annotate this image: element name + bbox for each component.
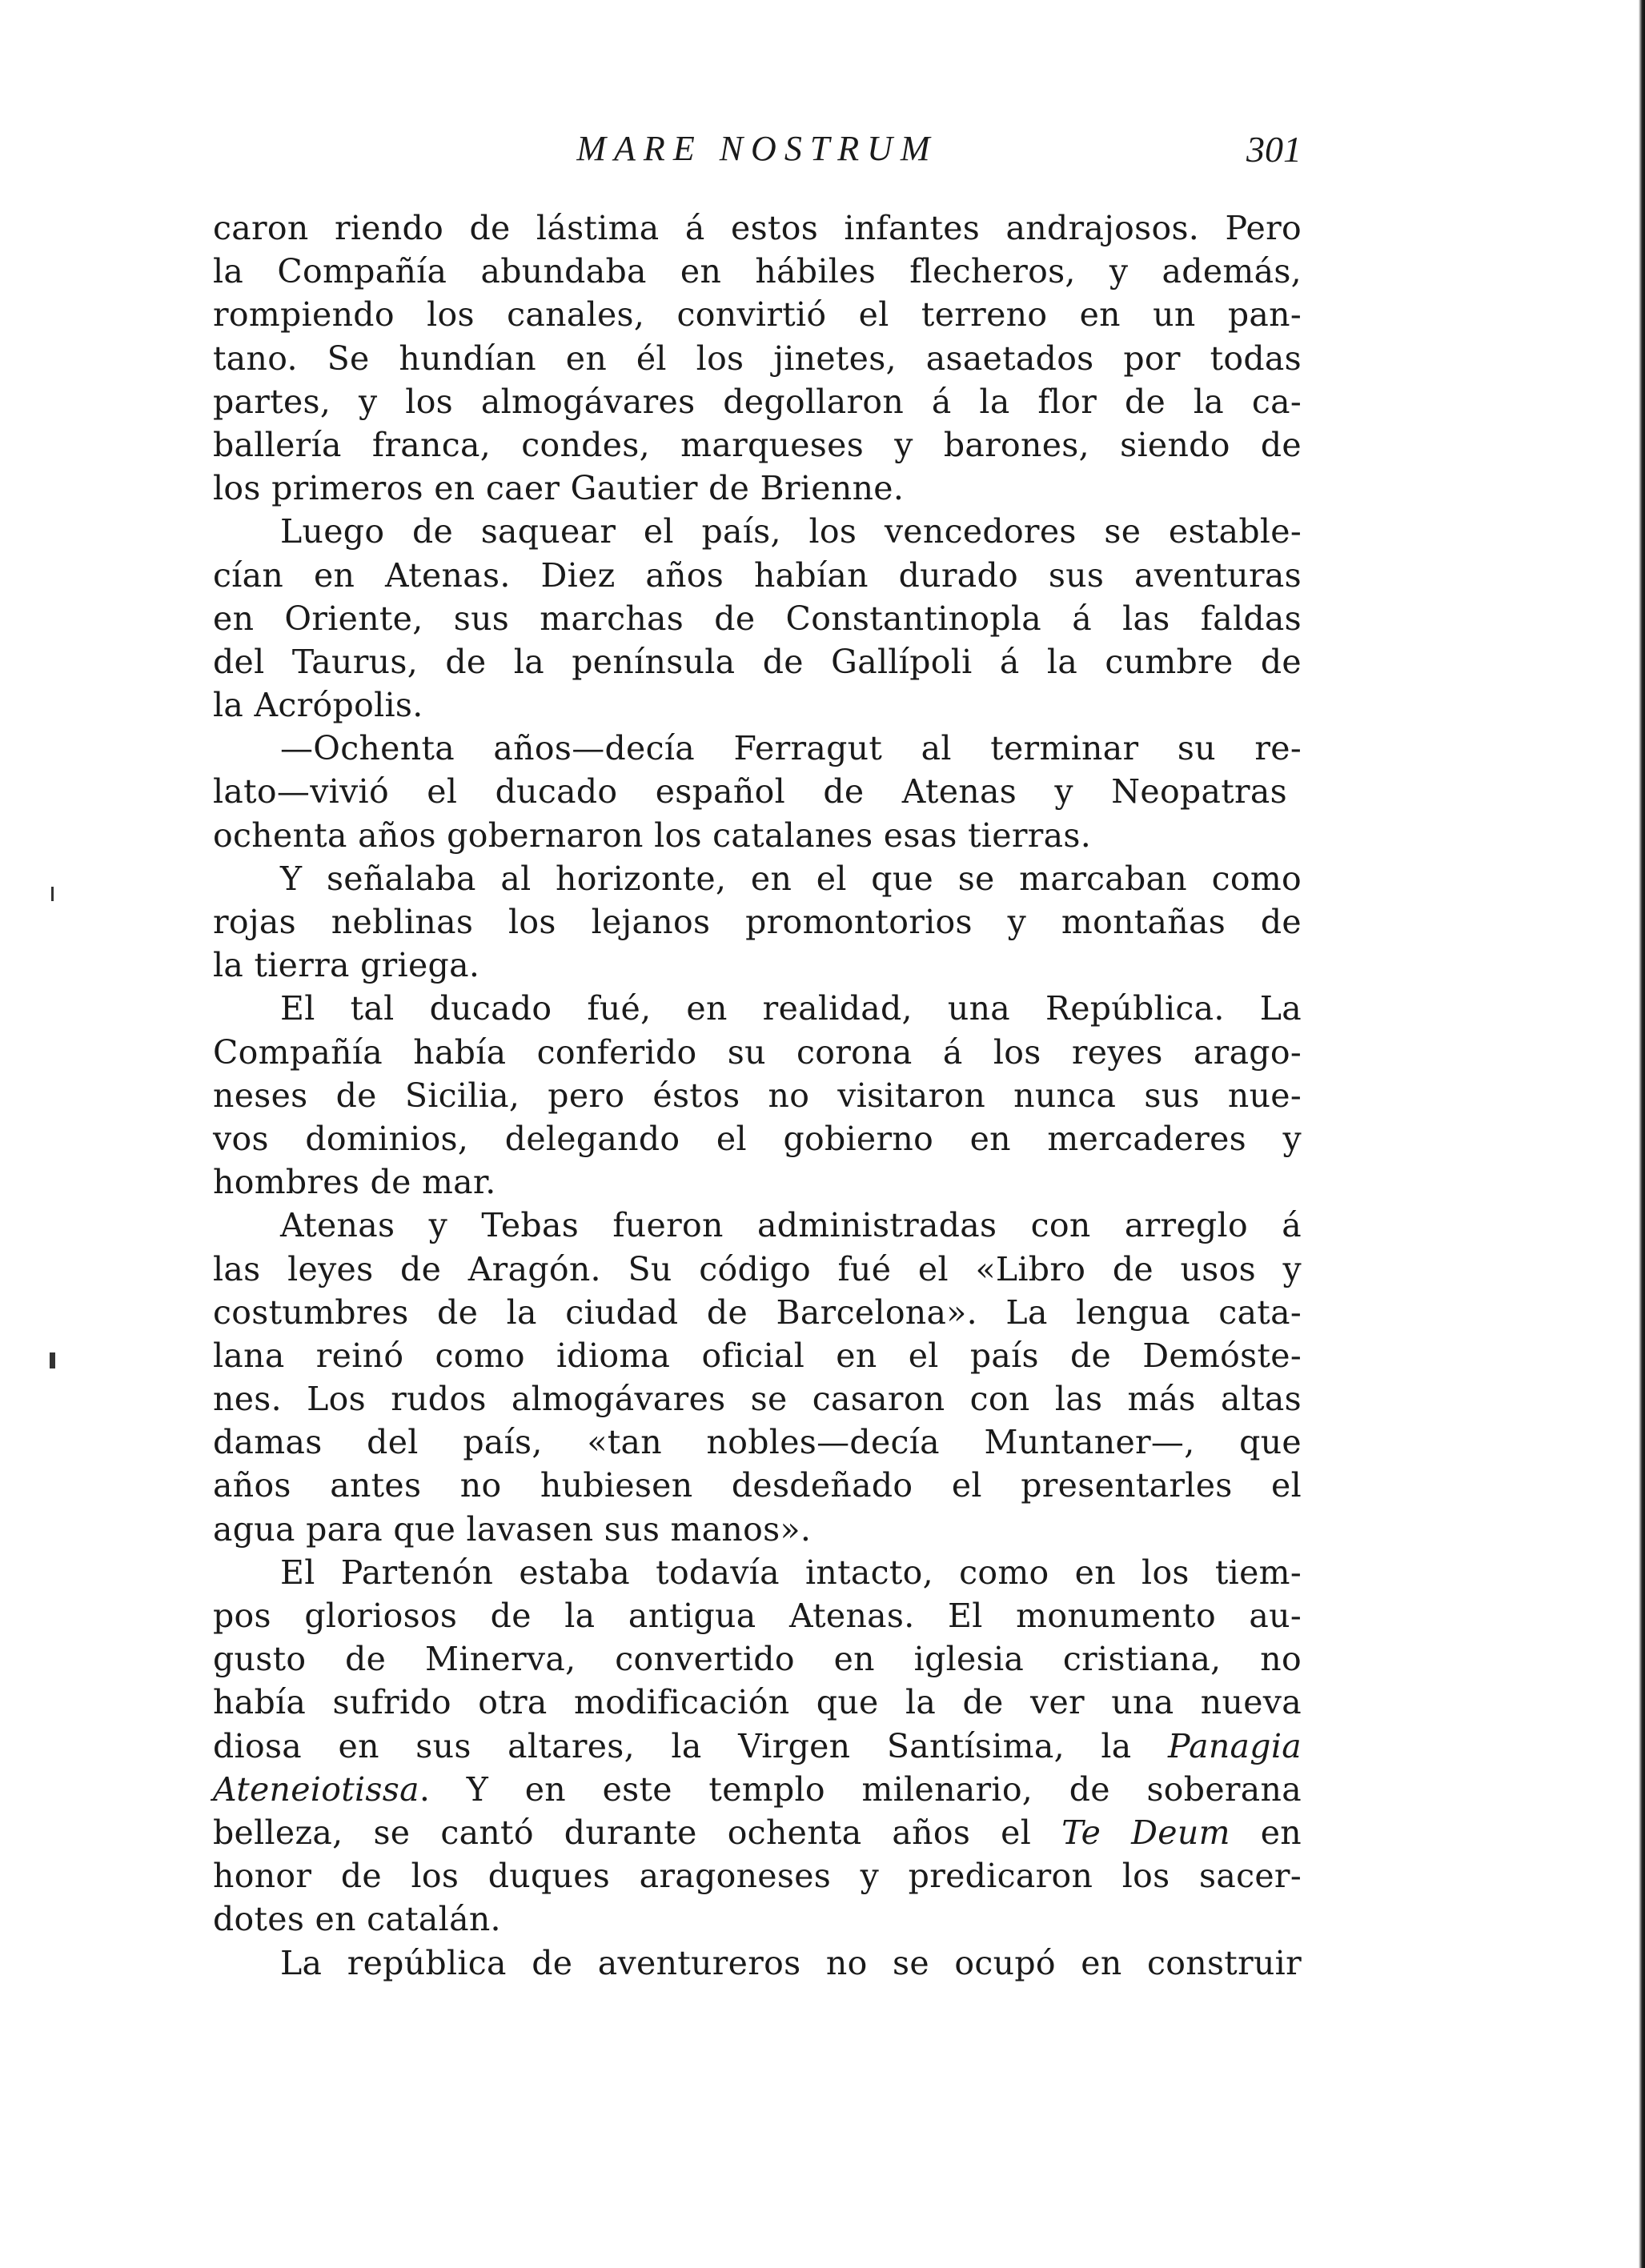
page-edge-shadow	[1639, 0, 1645, 2268]
text-run: belleza, se cantó durante ochenta años el	[213, 1813, 1062, 1852]
text-line: Luego de saquear el país, los vencedores se estable-	[280, 512, 1302, 551]
text-line: nes. Los rudos almogávares se casaron con las más altas	[213, 1380, 1302, 1419]
text-line: pos gloriosos de la antigua Atenas. El monumento au-	[213, 1597, 1302, 1635]
text-line: gusto de Minerva, convertido en iglesia cristiana, no	[213, 1640, 1302, 1679]
text-line: costumbres de la ciudad de Barcelona». La lengua cata-	[213, 1292, 1302, 1332]
text-line: cían en Atenas. Diez años habían durado sus aventuras	[213, 555, 1302, 595]
text-line: hombres de mar.	[213, 1163, 496, 1202]
text-line: vos dominios, delegando el gobierno en mercaderes y	[213, 1119, 1302, 1158]
text-line: había sufrido otra modificación que la de ver una nueva	[213, 1683, 1302, 1722]
text-run: . Y en este templo milenario, de soberana	[419, 1769, 1302, 1809]
text-line: rojas neblinas los lejanos promontorios y montañas de	[213, 903, 1302, 941]
text-line: las leyes de Aragón. Su código fué el «Libro de usos y	[213, 1249, 1302, 1288]
margin-mark	[50, 1352, 55, 1368]
body-text	[213, 206, 1302, 1985]
margin-mark	[51, 887, 54, 901]
text-line: años antes no hubiesen desdeñado el presentarles el	[213, 1466, 1302, 1505]
text-run: en	[1230, 1813, 1302, 1852]
text-line: lana reinó como idioma oficial en el país de Demóste-	[213, 1336, 1302, 1375]
text-line: El tal ducado fué, en realidad, una República. La	[280, 989, 1302, 1028]
text-line: rompiendo los canales, convirtió el terreno en un pan-	[213, 295, 1302, 335]
italic-term-panagia: Panagia	[1168, 1726, 1302, 1765]
text-line: agua para que lavasen sus manos».	[213, 1509, 812, 1549]
text-line: la Compañía abundaba en hábiles flecheros, y además,	[213, 252, 1302, 291]
text-line: los primeros en caer Gautier de Brienne.	[213, 469, 905, 508]
text-line: en Oriente, sus marchas de Constantinopla á las faldas	[213, 599, 1302, 638]
text-line: El Partenón estaba todavía intacto, como en los tiem-	[280, 1553, 1302, 1592]
text-line: honor de los duques aragoneses y predicaron los sacer-	[213, 1857, 1302, 1896]
running-head	[213, 128, 1302, 176]
text-line: partes, y los almogávares degollaron á la flor de la ca-	[213, 382, 1302, 421]
running-title: MARE NOSTRUM	[576, 129, 938, 168]
text-line: Y señalaba al horizonte, en el que se marcaban como	[280, 859, 1302, 898]
text-line: damas del país, «tan nobles—decía Muntaner—, que	[213, 1423, 1302, 1462]
text-run: diosa en sus altares, la Virgen Santísima, la	[213, 1726, 1169, 1765]
text-line: ballería franca, condes, marqueses y barones, siendo de	[213, 425, 1302, 464]
text-line: lato—vivió el ducado español de Atenas y Neopatras	[213, 772, 1287, 811]
text-line: ochenta años gobernaron los catalanes esas tierras.	[213, 815, 1092, 855]
page-number: 301	[1246, 129, 1302, 170]
text-line: la Acrópolis.	[213, 686, 423, 725]
text-line: caron riendo de lástima á estos infantes andrajosos. Pero	[213, 209, 1302, 247]
text-line: dotes en catalán.	[213, 1900, 501, 1939]
text-line: tano. Se hundían en él los jinetes, asaetados por todas	[213, 339, 1302, 378]
italic-term-te-deum: Te Deum	[1061, 1813, 1230, 1852]
text-line	[213, 1811, 1302, 1854]
text-line	[213, 1768, 1302, 1811]
text-line: la tierra griega.	[213, 946, 480, 985]
text-line: —Ochenta años—decía Ferragut al terminar su re-	[280, 729, 1302, 768]
text-line: neses de Sicilia, pero éstos no visitaron nunca sus nue-	[213, 1076, 1302, 1115]
text-line	[213, 1725, 1302, 1768]
text-line: del Taurus, de la península de Gallípoli á la cumbre de	[213, 642, 1302, 681]
text-line: La república de aventureros no se ocupó en construir	[280, 1943, 1302, 1982]
text-line: Compañía había conferido su corona á los reyes arago-	[213, 1032, 1302, 1072]
text-line: Atenas y Tebas fueron administradas con arreglo á	[280, 1206, 1302, 1245]
italic-term-ateneiotissa: Ateneiotissa	[213, 1769, 419, 1809]
